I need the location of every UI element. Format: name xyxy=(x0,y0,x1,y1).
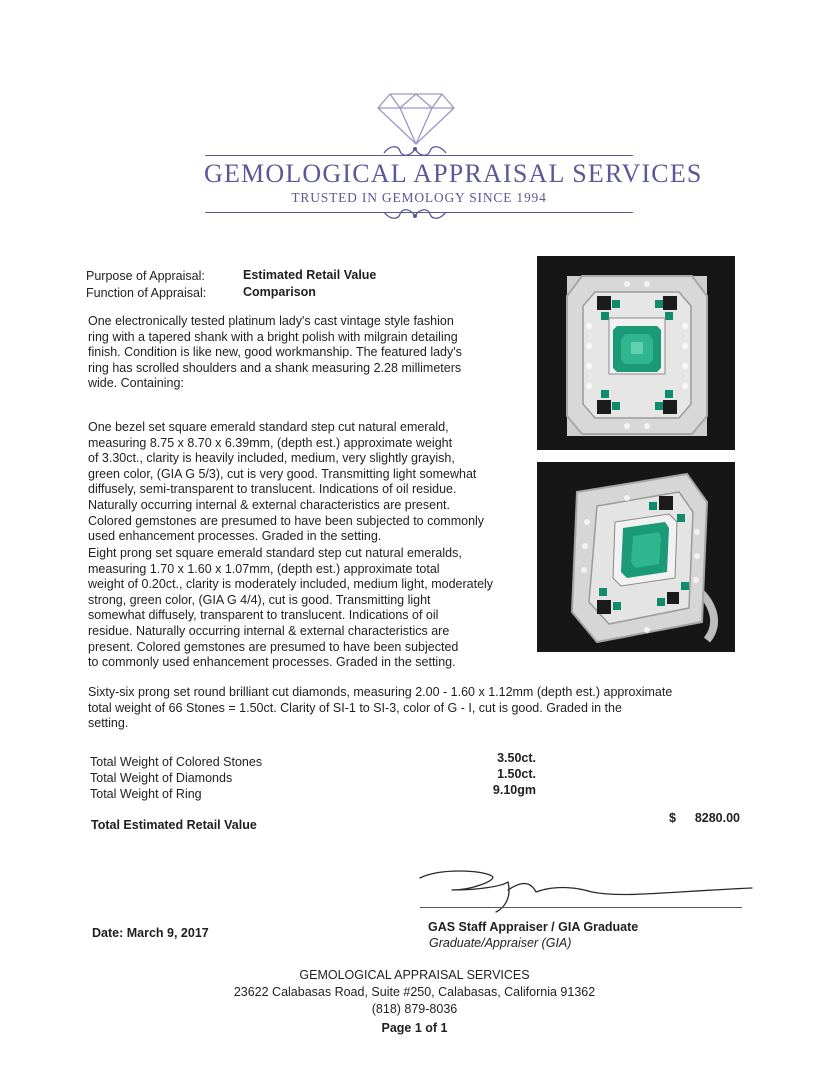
logo-top-rule xyxy=(205,155,633,156)
paragraph-line: somewhat diffusely, transparent to translucent. Indications of oil xyxy=(88,608,439,623)
diamonds-paragraph xyxy=(88,685,672,732)
paragraph-line: setting. xyxy=(88,716,129,731)
paragraph-line: green color, (GIA G 5/3), cut is very good. Transmitting light somewhat xyxy=(88,466,477,481)
paragraph-line: used enhancement processes. Graded in the setting. xyxy=(88,529,382,544)
bottom-flourish xyxy=(380,206,450,224)
date: Date: March 9, 2017 xyxy=(92,926,209,940)
paragraph-line: Naturally occurring internal & external characteristics are present. xyxy=(88,497,450,512)
ring-photo-angle xyxy=(537,462,735,652)
ring-photo-top xyxy=(537,256,735,450)
paragraph-line: measuring 8.75 x 8.70 x 6.39mm, (depth est.) approximate weight xyxy=(88,435,453,450)
diamond-logo-icon xyxy=(376,92,456,146)
tagline: TRUSTED IN GEMOLOGY SINCE 1994 xyxy=(291,190,547,205)
footer-company: GEMOLOGICAL APPRAISAL SERVICES xyxy=(299,968,530,982)
paragraph-line: of 3.30ct., clarity is heavily included, medium, very slightly grayish, xyxy=(88,451,455,466)
function-value: Comparison xyxy=(243,285,316,299)
purpose-value: Estimated Retail Value xyxy=(243,268,377,282)
paragraph-line: present. Colored gemstones are presumed to have been subjected xyxy=(88,639,459,654)
intro-paragraph xyxy=(88,314,462,392)
currency-symbol: $ xyxy=(669,811,676,825)
footer-address: 23622 Calabasas Road, Suite #250, Calabasas, California 91362 xyxy=(233,985,596,999)
paragraph-line: total weight of 66 Stones = 1.50ct. Clarity of SI-1 to SI-3, color of G - I, cut is good. Graded in the xyxy=(88,700,622,715)
paragraph-line: wide. Containing: xyxy=(88,376,184,391)
signature-line xyxy=(420,907,742,908)
accent-stones-paragraph xyxy=(88,546,493,671)
purpose-label: Purpose of Appraisal: xyxy=(86,269,205,283)
paragraph-line: Colored gemstones are presumed to have been subjected to commonly xyxy=(88,513,485,528)
footer-phone: (818) 879-8036 xyxy=(371,1002,458,1016)
center-stone-paragraph xyxy=(88,420,484,545)
total-colored-label: Total Weight of Colored Stones xyxy=(90,755,263,769)
paragraph-line: residue. Naturally occurring internal & external characteristics are xyxy=(88,623,450,638)
paragraph-line: One bezel set square emerald standard step cut natural emerald, xyxy=(88,420,449,434)
paragraph-line: strong, green color, (GIA G 4/4), cut is good. Transmitting light xyxy=(88,592,431,607)
ring-top-image xyxy=(537,256,735,450)
top-flourish xyxy=(380,143,450,159)
paragraph-line: measuring 1.70 x 1.60 x 1.07mm, (depth est.) approximate total xyxy=(88,561,440,576)
paragraph-line: ring has scrolled shoulders and a shank measuring 2.28 millimeters xyxy=(88,360,462,375)
retail-value-label: Total Estimated Retail Value xyxy=(91,818,257,832)
function-label: Function of Appraisal: xyxy=(86,286,207,300)
company-name: GEMOLOGICAL APPRAISAL SERVICES xyxy=(204,159,703,188)
paragraph-line: One electronically tested platinum lady's cast vintage style fashion xyxy=(88,314,454,328)
total-diamonds-label: Total Weight of Diamonds xyxy=(90,771,233,785)
paragraph-line: diffusely, semi-transparent to translucent. Indications of oil residue. xyxy=(88,482,457,497)
paragraph-line: weight of 0.20ct., clarity is moderately included, medium light, moderately xyxy=(88,577,494,592)
paragraph-line: ring with a tapered shank with a bright polish with milgrain detailing xyxy=(88,329,458,344)
paragraph-line: Sixty-six prong set round brilliant cut diamonds, measuring 2.00 - 1.60 x 1.12mm (depth est.) approximate xyxy=(88,685,673,699)
total-diamonds-value: 1.50ct. xyxy=(497,767,536,781)
total-ring-label: Total Weight of Ring xyxy=(90,787,202,801)
signer-title: GAS Staff Appraiser / GIA Graduate xyxy=(428,920,639,934)
total-colored-value: 3.50ct. xyxy=(497,751,536,765)
total-ring-value: 9.10gm xyxy=(492,783,536,797)
paragraph-line: to commonly used enhancement processes. Graded in the setting. xyxy=(88,655,456,670)
paragraph-line: finish. Condition is like new, good workmanship. The featured lady's xyxy=(88,345,462,360)
paragraph-line: Eight prong set square emerald standard step cut natural emeralds, xyxy=(88,546,462,560)
ring-angle-image xyxy=(537,462,735,652)
page-number: Page 1 of 1 xyxy=(381,1021,448,1035)
retail-value: 8280.00 xyxy=(694,811,740,825)
signer-subtitle: Graduate/Appraiser (GIA) xyxy=(429,936,572,950)
